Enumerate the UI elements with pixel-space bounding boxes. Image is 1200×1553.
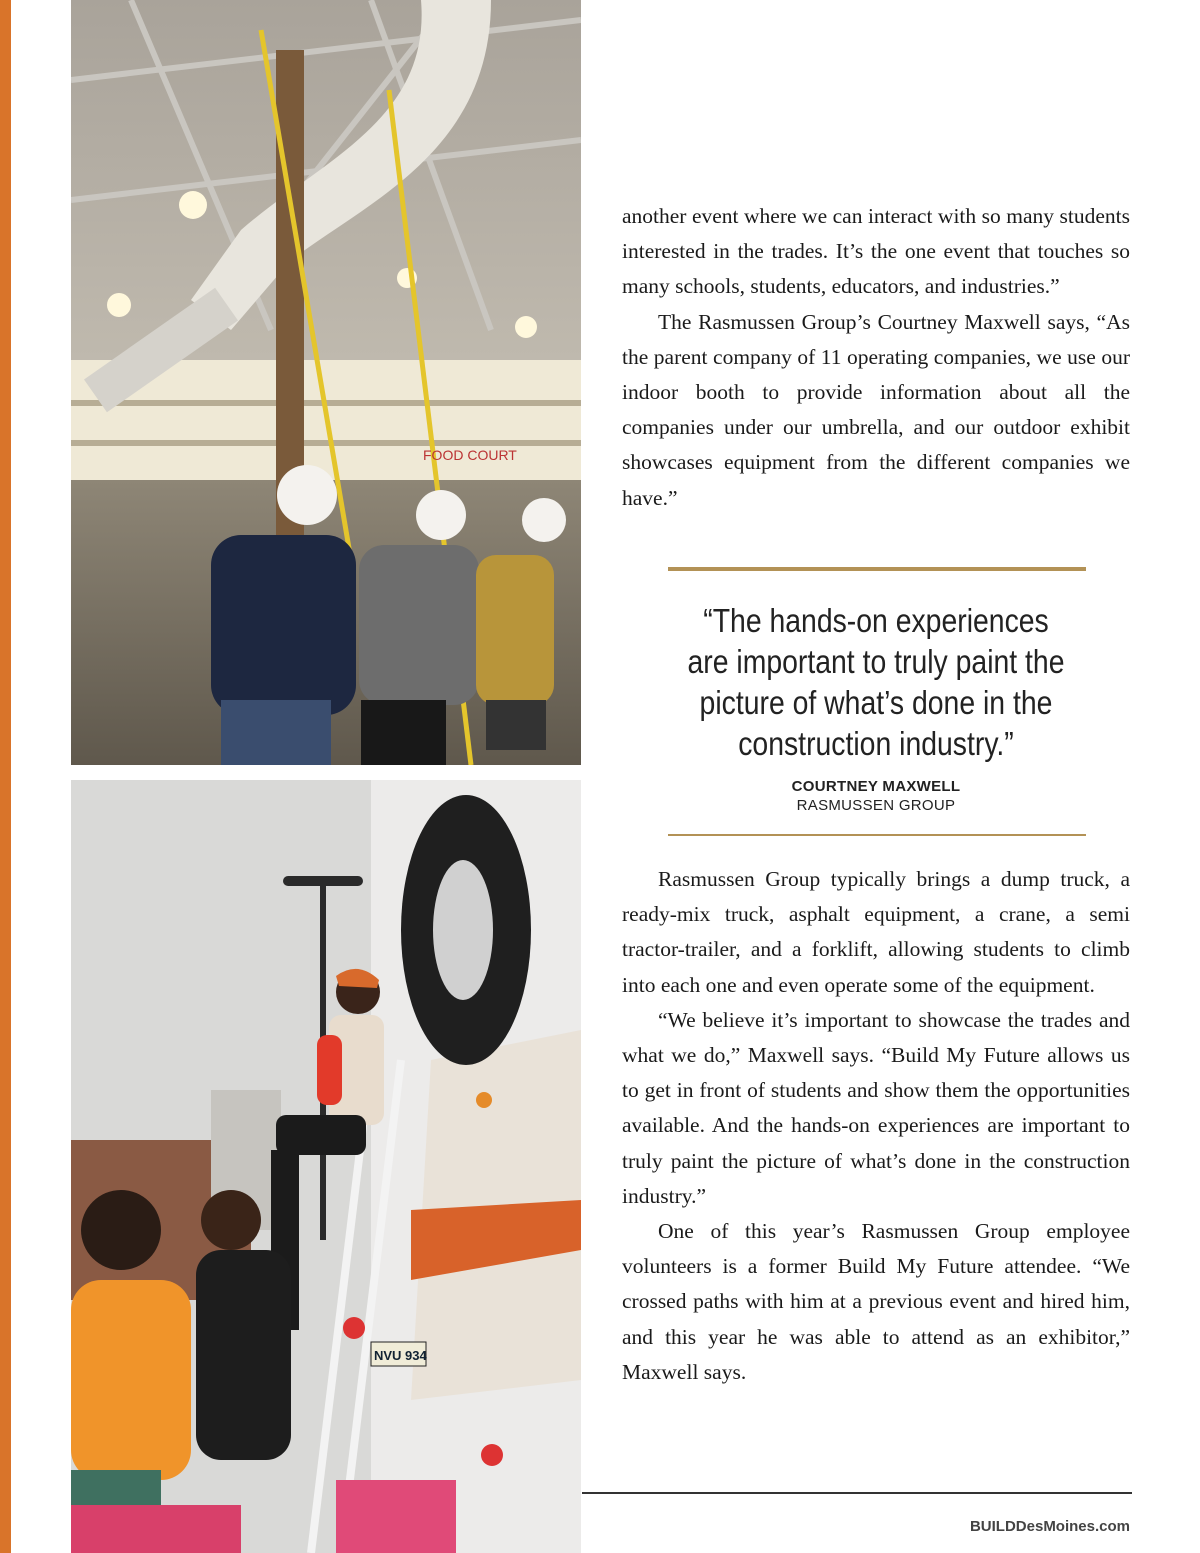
pull-quote	[658, 600, 1095, 764]
food-court-sign: FOOD COURT	[423, 447, 517, 463]
pull-quote-top-rule	[668, 567, 1086, 571]
photo-ready-mix-truck	[71, 780, 581, 1553]
article-paragraph: One of this year’s Rasmussen Group employee volunteers is a former Build My Future attendee. “We crossed paths with him at a previous event and hired him, and this year he was able to attend as an exhibitor,” Maxwell says.	[622, 1219, 1130, 1384]
pull-quote-line: are important to truly paint the	[687, 643, 1065, 680]
article-paragraph: Rasmussen Group typically brings a dump truck, a ready-mix truck, asphalt equipment, a crane, a semi tractor-trailer, and a forklift, allowing students to climb into each one and even operate some of the equipment.	[622, 867, 1130, 997]
photo-utility-pole-demo-image	[71, 0, 581, 765]
photo-ready-mix-truck-image	[71, 780, 581, 1553]
article-text-top	[622, 199, 1130, 516]
footer-website: BUILDDesMoines.com	[969, 1518, 1130, 1535]
footer-rule	[582, 1492, 1132, 1494]
pull-quote-attribution-organization: RASMUSSEN GROUP	[796, 797, 956, 814]
photo-utility-pole-demo	[71, 0, 581, 765]
article-paragraph: “We believe it’s important to showcase the trades and what we do,” Maxwell says. “Build My Future allows us to get in front of students and show them the opportunities available. And the hands-on experiences are important to truly paint the picture of what’s done in the construction industry.”	[622, 1007, 1130, 1208]
pull-quote-line: “The hands-on experiences	[703, 602, 1049, 639]
article-paragraph: The Rasmussen Group’s Courtney Maxwell says, “As the parent company of 11 operating companies, we use our indoor booth to provide information about all the companies under our umbrella, and our outdoor exhibit showcases equipment from the different companies we have.”	[622, 309, 1130, 510]
article-text-bottom	[622, 862, 1130, 1390]
license-plate: NVU 934	[374, 1348, 427, 1363]
pull-quote-line: picture of what’s done in the	[699, 684, 1053, 721]
article-paragraph: another event where we can interact with so many students interested in the trades. It’s the one event that touches so many schools, students, educators, and industries.”	[622, 204, 1130, 299]
pull-quote-attribution-name: COURTNEY MAXWELL	[791, 778, 961, 795]
accent-bar	[0, 0, 11, 1553]
pull-quote-bottom-rule	[668, 834, 1086, 836]
pull-quote-line: construction industry.”	[738, 725, 1014, 762]
